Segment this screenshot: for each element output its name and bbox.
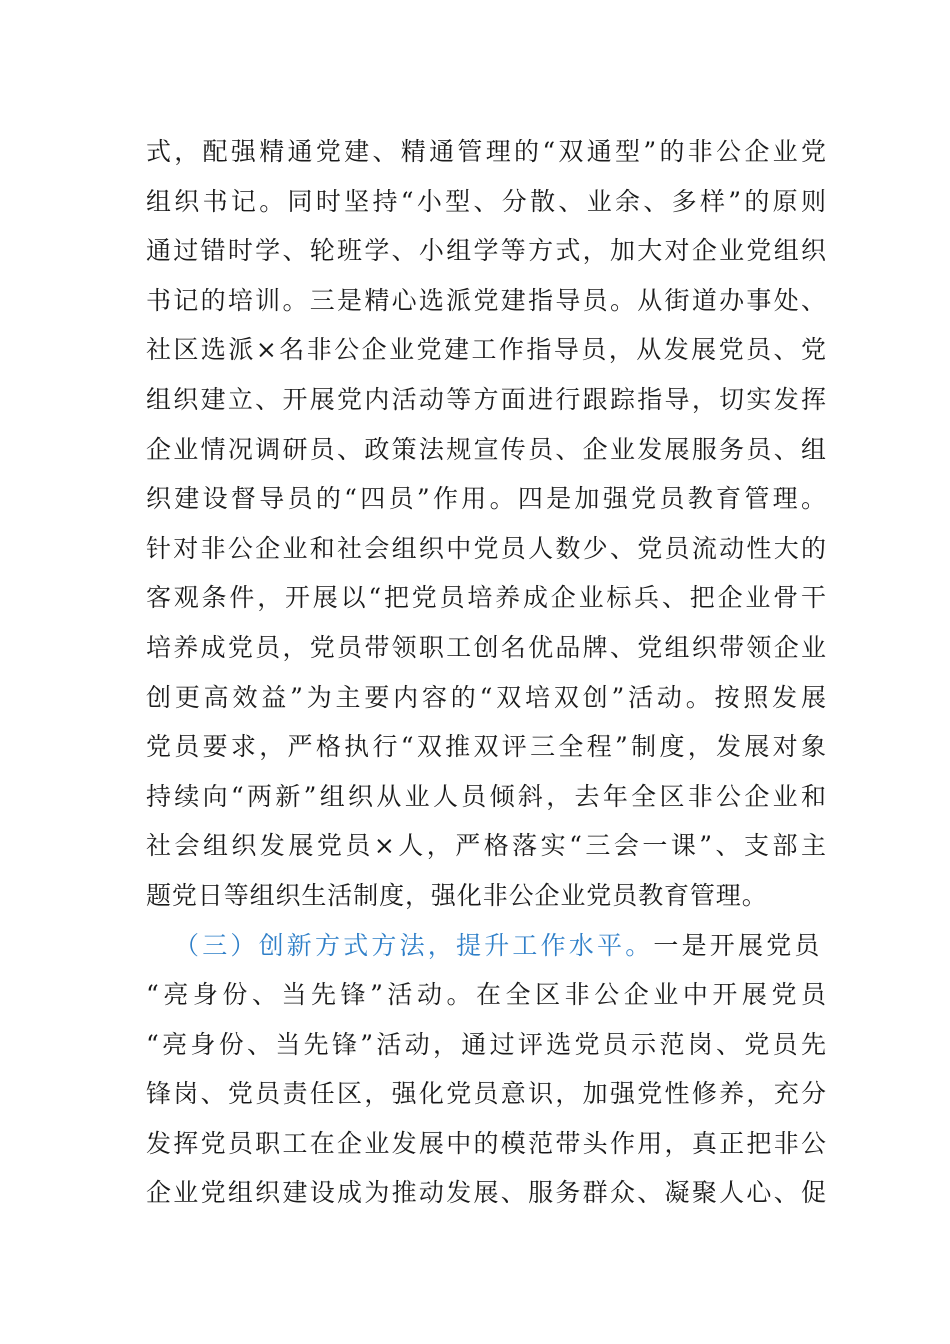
text-line: “亮身份、当先锋”活动。在全区非公企业中开展党员 <box>146 980 826 1010</box>
text-line: 书记的培训。三是精心选派党建指导员。从街道办事处、 <box>146 285 826 315</box>
text-line: 创更高效益”为主要内容的“双培双创”活动。按照发展 <box>146 682 826 712</box>
text-line: 式，配强精通党建、精通管理的“双通型”的非公企业党 <box>146 137 826 166</box>
text-line: 社会组织发展党员×人，严格落实“三会一课”、支部主 <box>146 831 826 861</box>
text-line: 党员要求，严格执行“双推双评三全程”制度，发展对象 <box>146 732 826 762</box>
text-line: 发挥党员职工在企业发展中的模范带头作用，真正把非公 <box>146 1128 826 1158</box>
text-line: 织建设督导员的“四员”作用。四是加强党员教育管理。 <box>146 484 826 514</box>
section-first-line <box>146 921 826 971</box>
section-heading: （三）创新方式方法，提升工作水平。 <box>174 930 654 960</box>
text-line-paragraph-end: 题党日等组织生活制度，强化非公企业党员教育管理。 <box>146 880 768 910</box>
text-line: “亮身份、当先锋”活动，通过评选党员示范岗、党员先 <box>146 1029 826 1059</box>
text-line: 企业情况调研员、政策法规宣传员、企业发展服务员、组 <box>146 434 826 464</box>
section-first-line-rest: 一是开展党员 <box>653 930 823 960</box>
text-line: 客观条件，开展以“把党员培养成企业标兵、把企业骨干 <box>146 583 826 613</box>
text-line: 通过错时学、轮班学、小组学等方式，加大对企业党组织 <box>146 236 826 266</box>
text-line: 组织建立、开展党内活动等方面进行跟踪指导，切实发挥 <box>146 384 826 414</box>
text-line: 企业党组织建设成为推动发展、服务群众、凝聚人心、促 <box>146 1178 826 1208</box>
text-line: 锋岗、党员责任区，强化党员意识，加强党性修养，充分 <box>146 1079 826 1109</box>
text-line: 社区选派×名非公企业党建工作指导员，从发展党员、党 <box>146 335 826 365</box>
text-line: 针对非公企业和社会组织中党员人数少、党员流动性大的 <box>146 533 826 563</box>
text-line: 持续向“两新”组织从业人员倾斜，去年全区非公企业和 <box>146 781 826 811</box>
text-line: 培养成党员，党员带领职工创名优品牌、党组织带领企业 <box>146 632 826 662</box>
text-line: 组织书记。同时坚持“小型、分散、业余、多样”的原则 <box>146 186 826 216</box>
body-text <box>146 127 826 1218</box>
